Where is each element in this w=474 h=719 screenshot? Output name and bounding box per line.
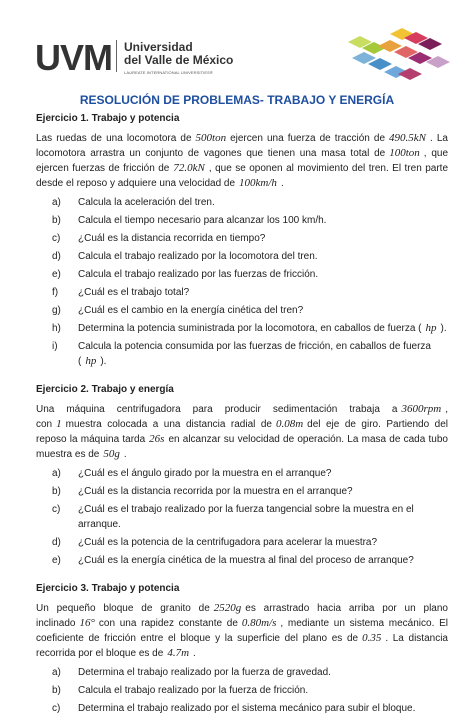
exercise-3-title: Ejercicio 3. Trabajo y potencia: [36, 583, 180, 594]
exercise-3-statement: Un pequeño bloque de granito de 2520g es arrastrado hacia arriba por un plano inclinado 16° con una rapidez constante de 0.80m/s , mediante un sistema mecánico. El coeficiente de fricción entre el bloque y la superficie del plano es de 0.35 . La distancia recorrida por el bloque es de 4.7m .: [36, 602, 448, 659]
list-item: b) Calcula el tiempo necesario para alcanzar los 100 km/h.: [52, 215, 327, 226]
list-item: h) Determina la potencia suministrada por la locomotora, en caballos de fuerza ( hp ).: [52, 322, 447, 334]
list-item: c) ¿Cuál es la distancia recorrida en tiempo?: [52, 233, 266, 244]
document-body: [36, 112, 448, 719]
exercise-2-questions: [36, 466, 448, 568]
exercise-2-title: Ejercicio 2. Trabajo y energía: [36, 384, 174, 395]
list-item: g) ¿Cuál es el cambio en la energía cinética del tren?: [52, 305, 304, 316]
header: [0, 0, 474, 90]
logo-line3: LAUREATE INTERNATIONAL UNIVERSITIES®: [124, 70, 213, 75]
list-item: a) Determina el trabajo realizado por la fuerza de gravedad.: [52, 667, 331, 678]
list-item: d) Calcula el trabajo realizado por la locomotora del tren.: [52, 251, 318, 262]
exercise-2-statement: Una máquina centrifugadora para producir sedimentación trabaja a 3600rpm , con 1 muestra colocada a una distancia radial de 0.08m del eje de giro. Partiendo del reposo la máquina tarda 26s en alcanzar su velocidad de operación. La masa de cada tubo muestra es de 50g .: [36, 403, 448, 460]
list-item: f) ¿Cuál es el trabajo total?: [52, 287, 190, 298]
page-title: RESOLUCIÓN DE PROBLEMAS- TRABAJO Y ENERGÍA: [79, 93, 395, 107]
list-item: b) Calcula el trabajo realizado por la fuerza de fricción.: [52, 685, 309, 696]
exercise-3-questions: [36, 665, 448, 716]
logo-line1: Universidad: [124, 40, 193, 54]
list-item: c) ¿Cuál es el trabajo realizado por la fuerza tangencial sobre la muestra en el arranque.: [52, 504, 414, 530]
list-item: a) Calcula la aceleración del tren.: [52, 197, 215, 208]
logo-text: [124, 41, 233, 75]
logo-uvm: UVM: [35, 37, 112, 78]
exercise-1-title: Ejercicio 1. Trabajo y potencia: [36, 113, 180, 124]
list-item: i) Calcula la potencia consumida por las fuerzas de fricción, en caballos de fuerza ( hp ).: [52, 341, 431, 367]
list-item: d) ¿Cuál es la potencia de la centrifugadora para acelerar la muestra?: [52, 537, 378, 548]
list-item: a) ¿Cuál es el ángulo girado por la muestra en el arranque?: [52, 468, 332, 479]
list-item: e) Calcula el trabajo realizado por las fuerzas de fricción.: [52, 269, 319, 280]
exercise-1-questions: [36, 195, 448, 369]
logo-line2: del Valle de México: [124, 53, 234, 67]
logo-divider: [116, 40, 117, 72]
exercise-1-statement: Las ruedas de una locomotora de 500ton ejercen una fuerza de tracción de 490.5kN . La locomotora arrastra un conjunto de vagones que tienen una masa total de 100ton , que ejercen fuerzas de fricción de 72.0kN , que se oponen al movimiento del tren. El tren parte desde el reposo y adquiere una velocidad de 100km/h .: [36, 132, 449, 189]
cubes-logo-icon: [338, 28, 450, 86]
list-item: c) Determina el trabajo realizado por el sistema mecánico para subir el bloque.: [52, 703, 416, 714]
list-item: e) ¿Cuál es la energía cinética de la muestra al final del proceso de arranque?: [52, 555, 414, 566]
list-item: b) ¿Cuál es la distancia recorrida por la muestra en el arranque?: [52, 486, 353, 497]
